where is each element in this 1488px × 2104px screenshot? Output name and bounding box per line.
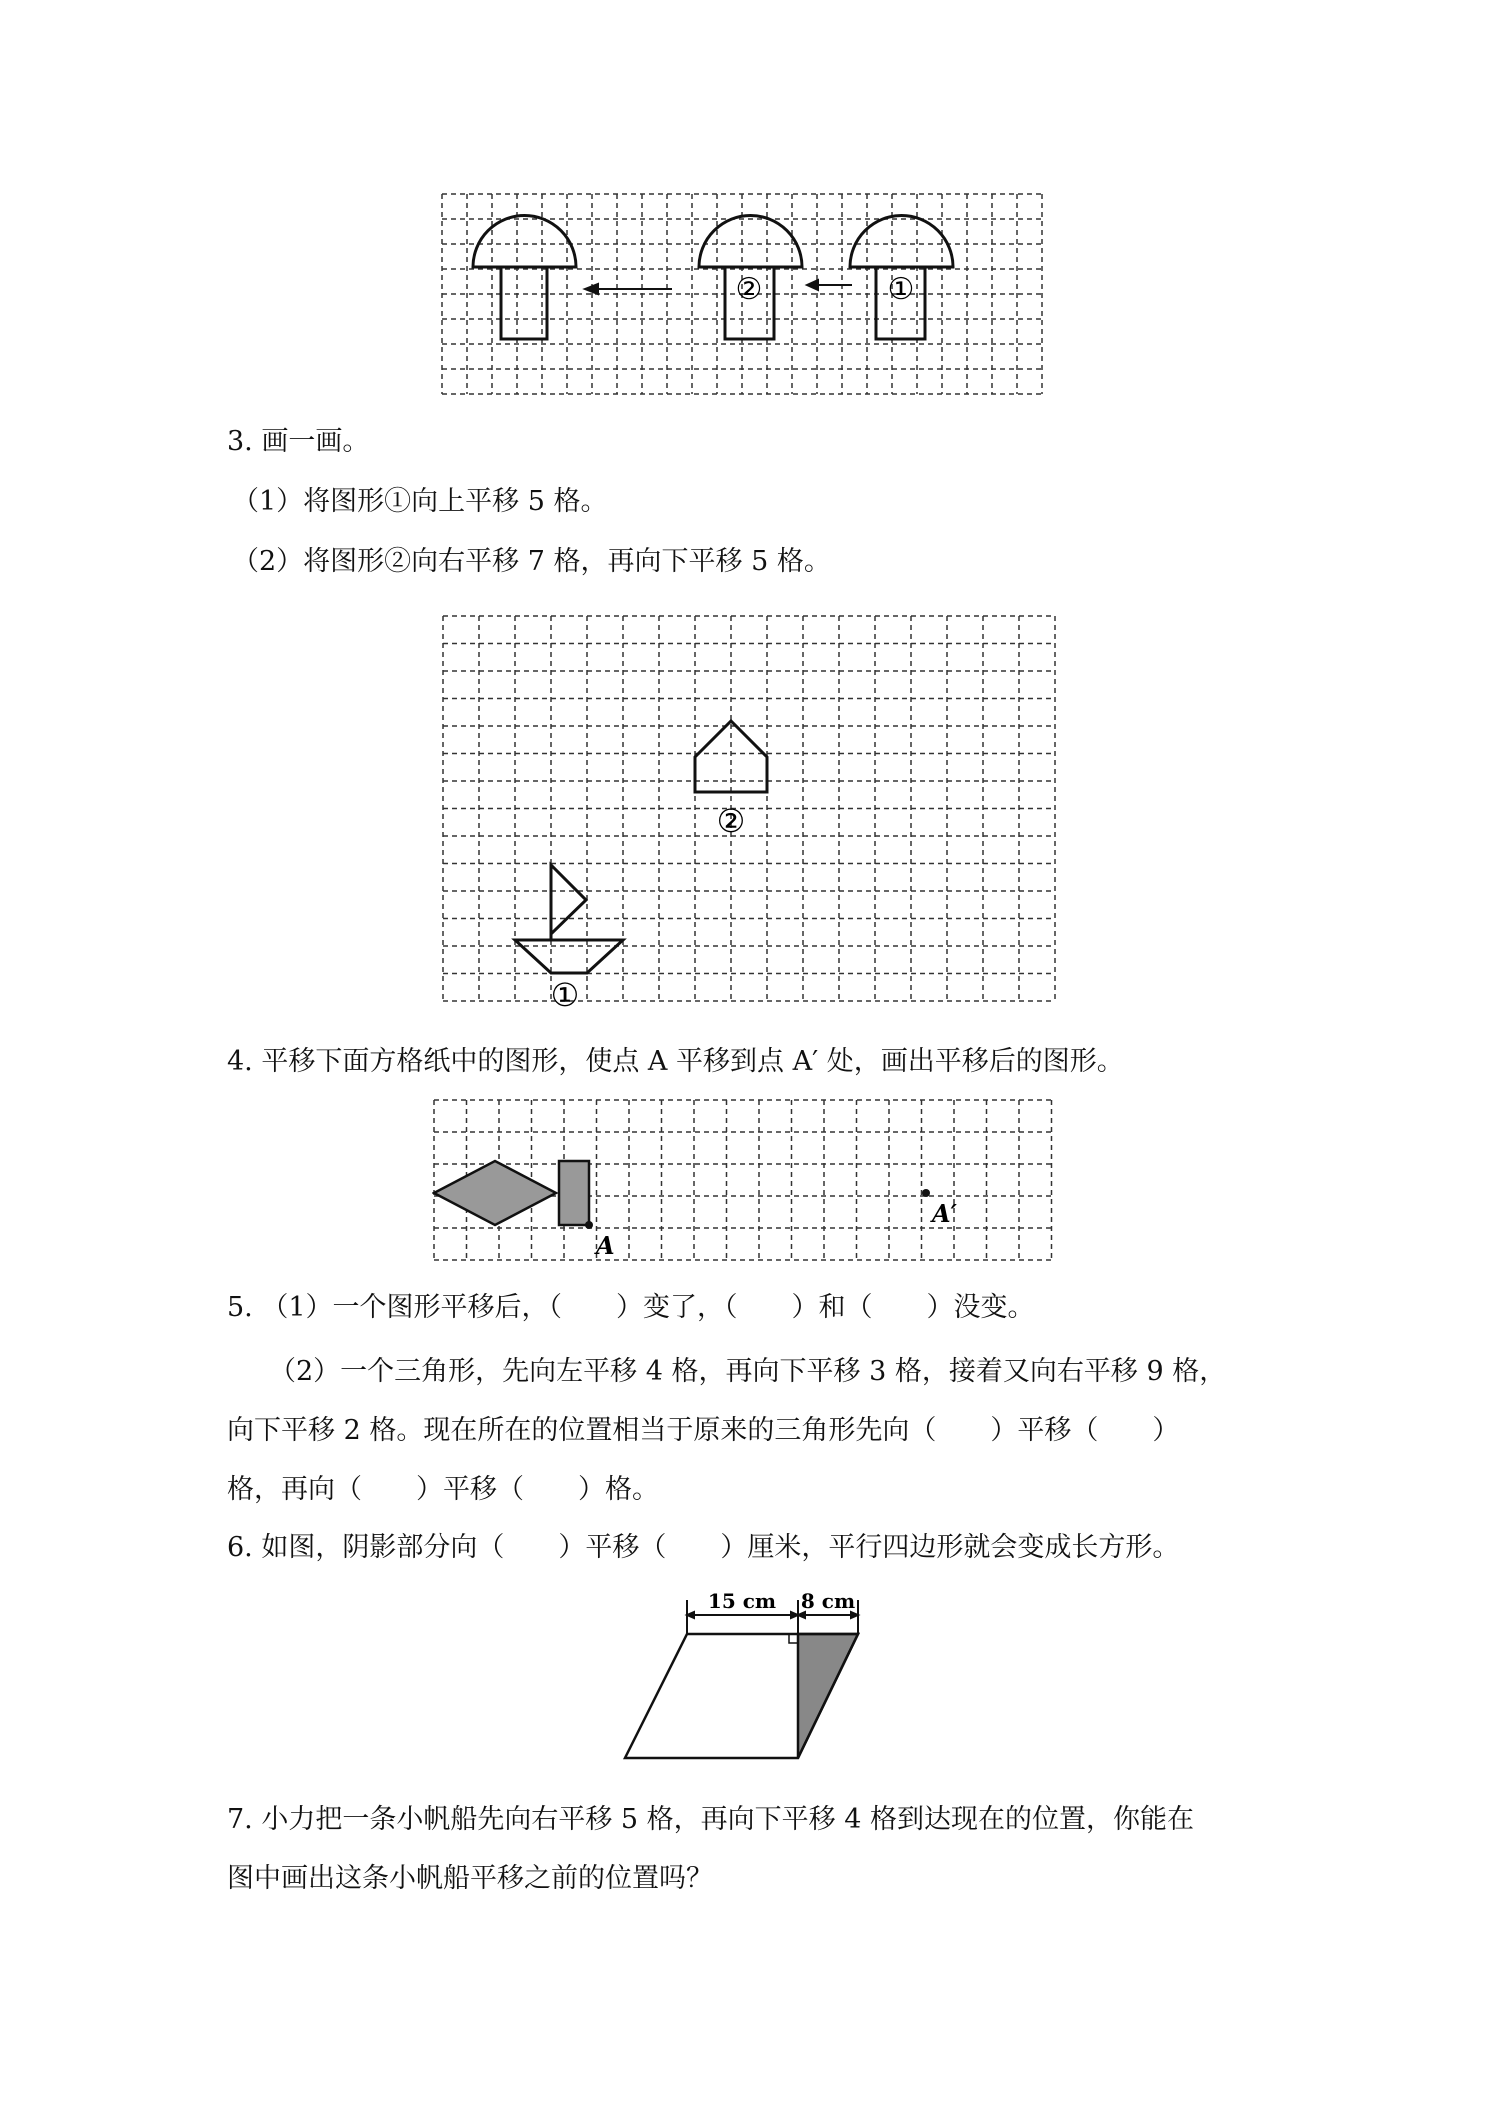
q6-parallelogram-figure bbox=[615, 1590, 875, 1770]
shape-label-1: ① bbox=[887, 272, 915, 307]
q6-text: 6. 如图，阴影部分向（ ）平移（ ）厘米，平行四边形就会变成长方形。 bbox=[227, 1532, 1180, 1563]
q3-grid-figure bbox=[435, 610, 1060, 1010]
q4-grid-figure bbox=[432, 1098, 1057, 1268]
label-8cm: 8 cm bbox=[800, 1590, 856, 1613]
q4-text: 4. 平移下面方格纸中的图形，使点 A 平移到点 A′ 处，画出平移后的图形。 bbox=[227, 1046, 1124, 1077]
q7-line-2: 图中画出这条小帆船平移之前的位置吗？ bbox=[227, 1863, 713, 1894]
shape-label-2: ② bbox=[735, 272, 763, 307]
q3-item-2: （2）将图形②向右平移 7 格，再向下平移 5 格。 bbox=[232, 546, 831, 577]
q3-item-1: （1）将图形①向上平移 5 格。 bbox=[232, 486, 608, 517]
point-a-prime bbox=[922, 1189, 930, 1197]
rectangle-shaded bbox=[559, 1161, 589, 1225]
mushroom-shape-left bbox=[473, 216, 576, 340]
mushroom-translation-figure bbox=[440, 188, 1060, 400]
rhombus-shaded bbox=[434, 1161, 556, 1225]
sailboat-hull bbox=[515, 940, 623, 973]
point-a bbox=[585, 1221, 593, 1229]
q5-line-3: 向下平移 2 格。现在所在的位置相当于原来的三角形先向（ ）平移（ ） bbox=[227, 1415, 1180, 1446]
label-15cm: 15 cm bbox=[707, 1590, 777, 1613]
q5-line-2: （2）一个三角形，先向左平移 4 格，再向下平移 3 格，接着又向右平移 9 格， bbox=[269, 1356, 1227, 1387]
label-a-prime: A′ bbox=[932, 1199, 957, 1228]
sailboat-sail bbox=[551, 865, 586, 934]
q7-line-1: 7. 小力把一条小帆船先向右平移 5 格，再向下平移 4 格到达现在的位置，你能在 bbox=[227, 1804, 1195, 1835]
label-a: A bbox=[596, 1231, 615, 1260]
q3-title: 3. 画一画。 bbox=[227, 426, 370, 457]
q5-line-1: 5. （1）一个图形平移后，（ ）变了，（ ）和（ ）没变。 bbox=[227, 1292, 1035, 1323]
q5-line-4: 格，再向（ ）平移（ ）格。 bbox=[227, 1474, 659, 1505]
shape-label-2: ② bbox=[716, 802, 746, 840]
shape-label-1: ① bbox=[550, 976, 580, 1010]
